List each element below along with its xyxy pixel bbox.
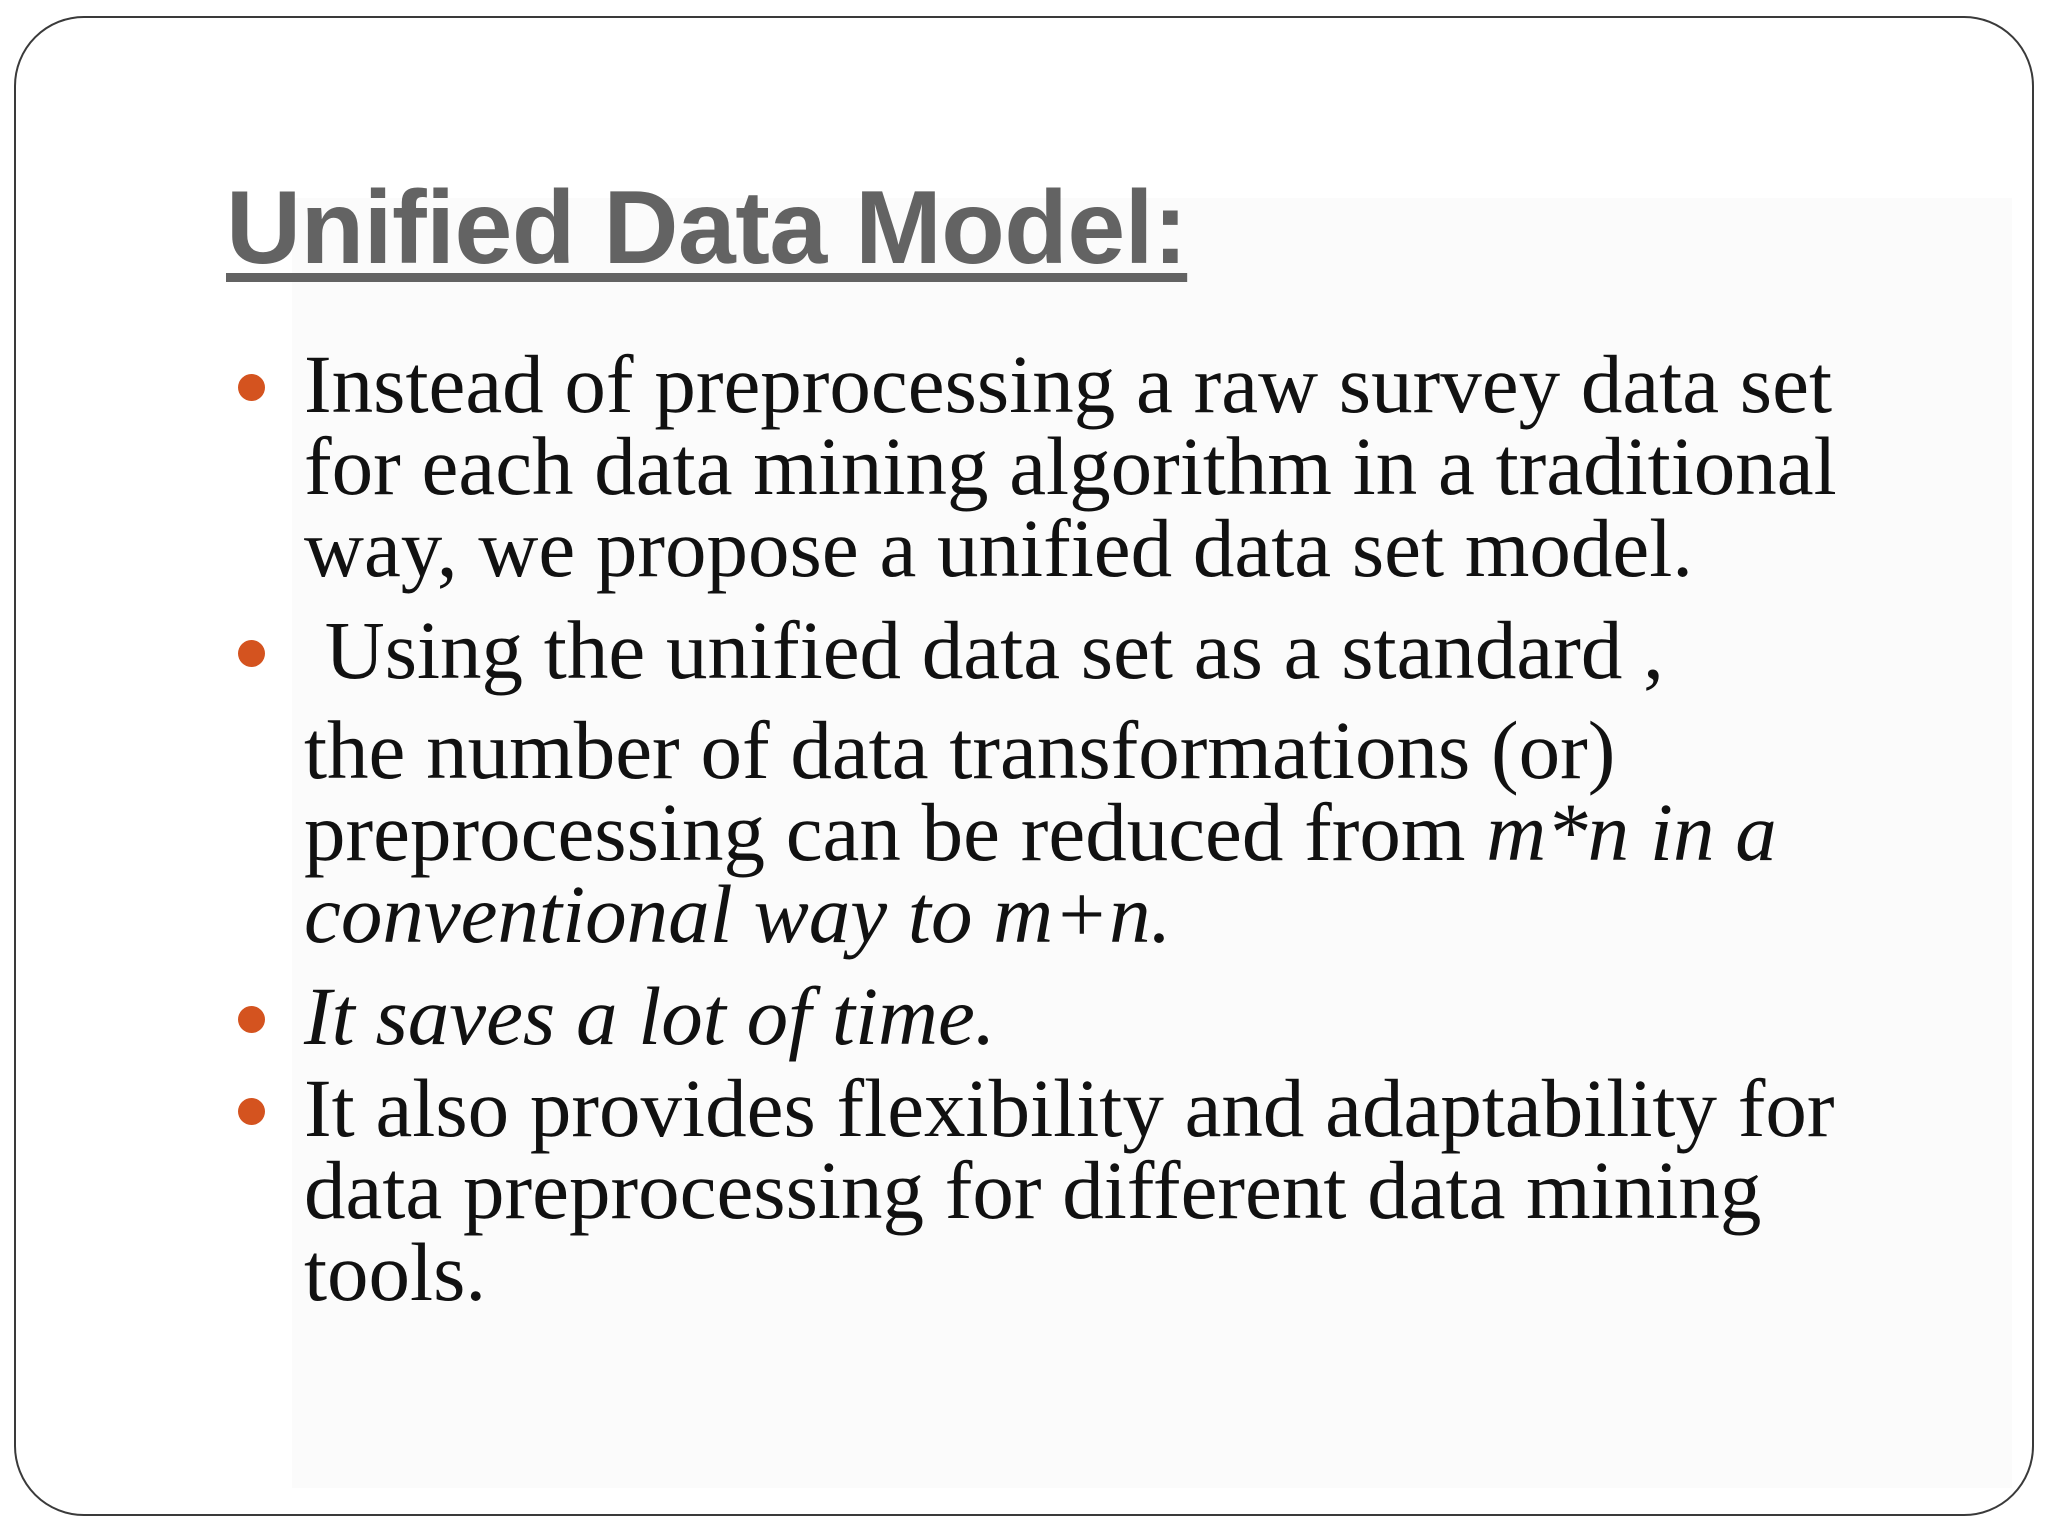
bullet-2-line-2: the number of data transformations (or): [304, 704, 1616, 796]
bullet-item-3: [236, 970, 1916, 1062]
bullet-dot-icon: [238, 1098, 265, 1125]
bullet-3-text: It saves a lot of time.: [304, 970, 996, 1062]
slide-title: Unified Data Model:: [226, 170, 1188, 286]
bullet-item-2: [236, 604, 1916, 960]
bullet-2-line-3-plain: preprocessing can be reduced from: [304, 786, 1487, 878]
slide-frame: [14, 16, 2034, 1516]
bullet-4-line-3: tools.: [304, 1226, 487, 1318]
bullet-list: [236, 338, 1916, 1318]
bullet-2-line-3: [304, 786, 1916, 878]
bullet-item-4: [236, 1062, 1916, 1318]
bullet-item-1: [236, 338, 1916, 594]
bullet-2-line-4: conventional way to m+n.: [304, 868, 1172, 960]
bullet-2-line-1: Using the unified data set as a standard ,: [304, 604, 1664, 696]
bullet-1-line-3: way, we propose a unified data set model.: [304, 502, 1694, 594]
bullet-4-line-1: It also provides flexibility and adaptability for: [304, 1062, 1835, 1154]
bullet-dot-icon: [238, 1006, 265, 1033]
bullet-1-line-2: for each data mining algorithm in a traditional: [304, 420, 1837, 512]
bullet-4-line-2: data preprocessing for different data mining: [304, 1144, 1762, 1236]
bullet-dot-icon: [238, 640, 265, 667]
bullet-dot-icon: [238, 374, 265, 401]
bullet-2-line-3-italic: m*n in a: [1486, 786, 1777, 878]
bullet-1-line-1: Instead of preprocessing a raw survey data set: [304, 338, 1833, 430]
